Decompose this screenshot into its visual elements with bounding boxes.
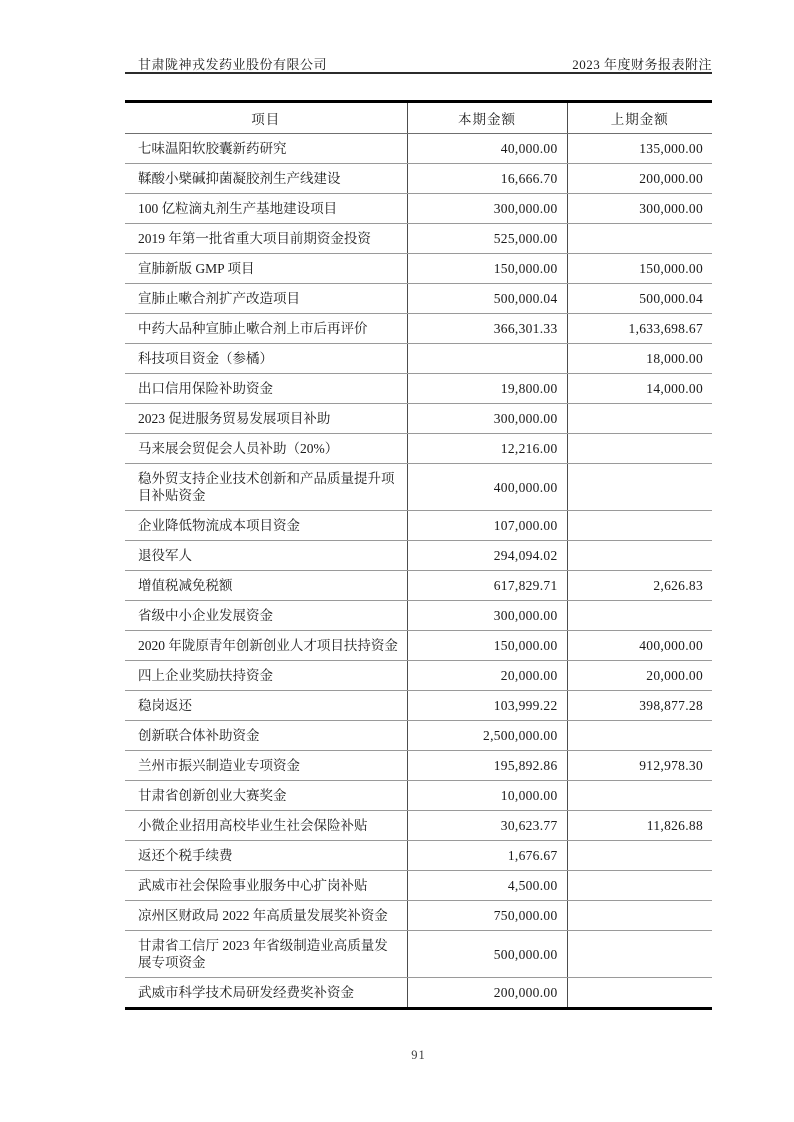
item-cell: 2023 促进服务贸易发展项目补助 (125, 404, 407, 434)
header-rule (125, 72, 712, 74)
item-cell: 宣肺止嗽合剂扩产改造项目 (125, 284, 407, 314)
current-amount-cell: 103,999.22 (407, 691, 567, 721)
current-amount-cell: 150,000.00 (407, 254, 567, 284)
current-amount-cell: 1,676.67 (407, 841, 567, 871)
prior-amount-cell (567, 871, 712, 901)
table-row (125, 571, 712, 601)
table-row (125, 194, 712, 224)
prior-amount-cell (567, 931, 712, 978)
item-cell: 凉州区财政局 2022 年高质量发展奖补资金 (125, 901, 407, 931)
prior-amount-cell: 2,626.83 (567, 571, 712, 601)
prior-amount-cell: 400,000.00 (567, 631, 712, 661)
table-row (125, 541, 712, 571)
prior-amount-cell (567, 601, 712, 631)
item-cell: 创新联合体补助资金 (125, 721, 407, 751)
page-number: 91 (411, 1048, 426, 1062)
item-cell: 2019 年第一批省重大项目前期资金投资 (125, 224, 407, 254)
table-row (125, 404, 712, 434)
prior-amount-cell: 18,000.00 (567, 344, 712, 374)
table-row (125, 224, 712, 254)
item-cell: 2020 年陇原青年创新创业人才项目扶持资金 (125, 631, 407, 661)
table-row (125, 841, 712, 871)
item-cell: 武威市社会保险事业服务中心扩岗补贴 (125, 871, 407, 901)
prior-amount-cell (567, 541, 712, 571)
current-amount-cell: 750,000.00 (407, 901, 567, 931)
table-row (125, 464, 712, 511)
item-cell: 退役军人 (125, 541, 407, 571)
prior-amount-cell (567, 404, 712, 434)
grant-table-body (125, 134, 712, 1009)
current-amount-cell: 107,000.00 (407, 511, 567, 541)
item-cell: 四上企业奖励扶持资金 (125, 661, 407, 691)
table-row (125, 721, 712, 751)
item-cell: 稳岗返还 (125, 691, 407, 721)
item-cell: 科技项目资金（参橘） (125, 344, 407, 374)
table-row (125, 434, 712, 464)
table-row (125, 978, 712, 1009)
current-amount-cell: 20,000.00 (407, 661, 567, 691)
prior-amount-cell: 20,000.00 (567, 661, 712, 691)
current-amount-cell: 12,216.00 (407, 434, 567, 464)
item-cell: 七味温阳软胶囊新药研究 (125, 134, 407, 164)
current-amount-cell: 400,000.00 (407, 464, 567, 511)
current-amount-cell: 2,500,000.00 (407, 721, 567, 751)
table-row (125, 284, 712, 314)
item-cell: 兰州市振兴制造业专项资金 (125, 751, 407, 781)
table-row (125, 661, 712, 691)
prior-amount-cell (567, 464, 712, 511)
item-cell: 增值税减免税额 (125, 571, 407, 601)
column-header-current-amount: 本期金额 (407, 102, 567, 134)
prior-amount-cell: 398,877.28 (567, 691, 712, 721)
prior-amount-cell: 11,826.88 (567, 811, 712, 841)
table-row (125, 254, 712, 284)
current-amount-cell: 300,000.00 (407, 194, 567, 224)
item-cell: 100 亿粒滴丸剂生产基地建设项目 (125, 194, 407, 224)
current-amount-cell: 4,500.00 (407, 871, 567, 901)
column-header-prior-amount: 上期金额 (567, 102, 712, 134)
current-amount-cell: 200,000.00 (407, 978, 567, 1009)
prior-amount-cell: 200,000.00 (567, 164, 712, 194)
table-header-row (125, 102, 712, 134)
prior-amount-cell (567, 841, 712, 871)
item-cell: 鞣酸小檗碱抑菌凝胶剂生产线建设 (125, 164, 407, 194)
prior-amount-cell (567, 781, 712, 811)
table-row (125, 871, 712, 901)
prior-amount-cell (567, 434, 712, 464)
grant-table (125, 100, 712, 1010)
prior-amount-cell (567, 511, 712, 541)
column-header-item: 项目 (125, 102, 407, 134)
table-row (125, 751, 712, 781)
item-cell: 武威市科学技术局研发经费奖补资金 (138, 985, 354, 1000)
current-amount-cell: 19,800.00 (407, 374, 567, 404)
current-amount-cell: 300,000.00 (407, 601, 567, 631)
current-amount-cell: 300,000.00 (407, 404, 567, 434)
current-amount-cell: 40,000.00 (407, 134, 567, 164)
current-amount-cell: 30,623.77 (407, 811, 567, 841)
prior-amount-cell: 14,000.00 (567, 374, 712, 404)
table-row (125, 811, 712, 841)
current-amount-cell: 150,000.00 (407, 631, 567, 661)
item-cell: 宣肺新版 GMP 项目 (125, 254, 407, 284)
prior-amount-cell (567, 901, 712, 931)
company-name: 甘肃陇神戎发药业股份有限公司 (138, 57, 328, 72)
table-row (125, 164, 712, 194)
table-row (125, 314, 712, 344)
table-row (125, 631, 712, 661)
item-cell: 小微企业招用高校毕业生社会保险补贴 (125, 811, 407, 841)
item-cell: 中药大品种宣肺止嗽合剂上市后再评价 (125, 314, 407, 344)
prior-amount-cell: 150,000.00 (567, 254, 712, 284)
current-amount-cell: 10,000.00 (407, 781, 567, 811)
item-cell: 甘肃省工信厅 2023 年省级制造业高质量发展专项资金 (125, 931, 407, 978)
item-cell: 稳外贸支持企业技术创新和产品质量提升项目补贴资金 (125, 464, 407, 511)
item-cell: 返还个税手续费 (125, 841, 407, 871)
prior-amount-cell (567, 224, 712, 254)
table-row (125, 601, 712, 631)
current-amount-cell: 500,000.00 (407, 931, 567, 978)
current-amount-cell: 366,301.33 (407, 314, 567, 344)
prior-amount-cell: 912,978.30 (567, 751, 712, 781)
current-amount-cell: 500,000.04 (407, 284, 567, 314)
current-amount-cell: 195,892.86 (407, 751, 567, 781)
item-cell: 省级中小企业发展资金 (125, 601, 407, 631)
prior-amount-cell: 300,000.00 (567, 194, 712, 224)
prior-amount-cell: 500,000.04 (567, 284, 712, 314)
item-cell: 出口信用保险补助资金 (125, 374, 407, 404)
report-title: 2023 年度财务报表附注 (572, 57, 712, 72)
table-row (125, 511, 712, 541)
table-row (125, 781, 712, 811)
current-amount-cell: 525,000.00 (407, 224, 567, 254)
table-row (125, 931, 712, 978)
prior-amount-cell (567, 978, 712, 1009)
current-amount-cell (407, 344, 567, 374)
current-amount-cell: 617,829.71 (407, 571, 567, 601)
item-cell: 甘肃省创新创业大赛奖金 (125, 781, 407, 811)
prior-amount-cell: 135,000.00 (567, 134, 712, 164)
document-header (125, 54, 712, 73)
item-cell: 马来展会贸促会人员补助（20%） (125, 434, 407, 464)
table-row (125, 691, 712, 721)
prior-amount-cell: 1,633,698.67 (567, 314, 712, 344)
table-row (125, 901, 712, 931)
table-row (125, 374, 712, 404)
current-amount-cell: 16,666.70 (407, 164, 567, 194)
prior-amount-cell (567, 721, 712, 751)
current-amount-cell: 294,094.02 (407, 541, 567, 571)
item-cell: 企业降低物流成本项目资金 (125, 511, 407, 541)
table-row (125, 134, 712, 164)
table-row (125, 344, 712, 374)
